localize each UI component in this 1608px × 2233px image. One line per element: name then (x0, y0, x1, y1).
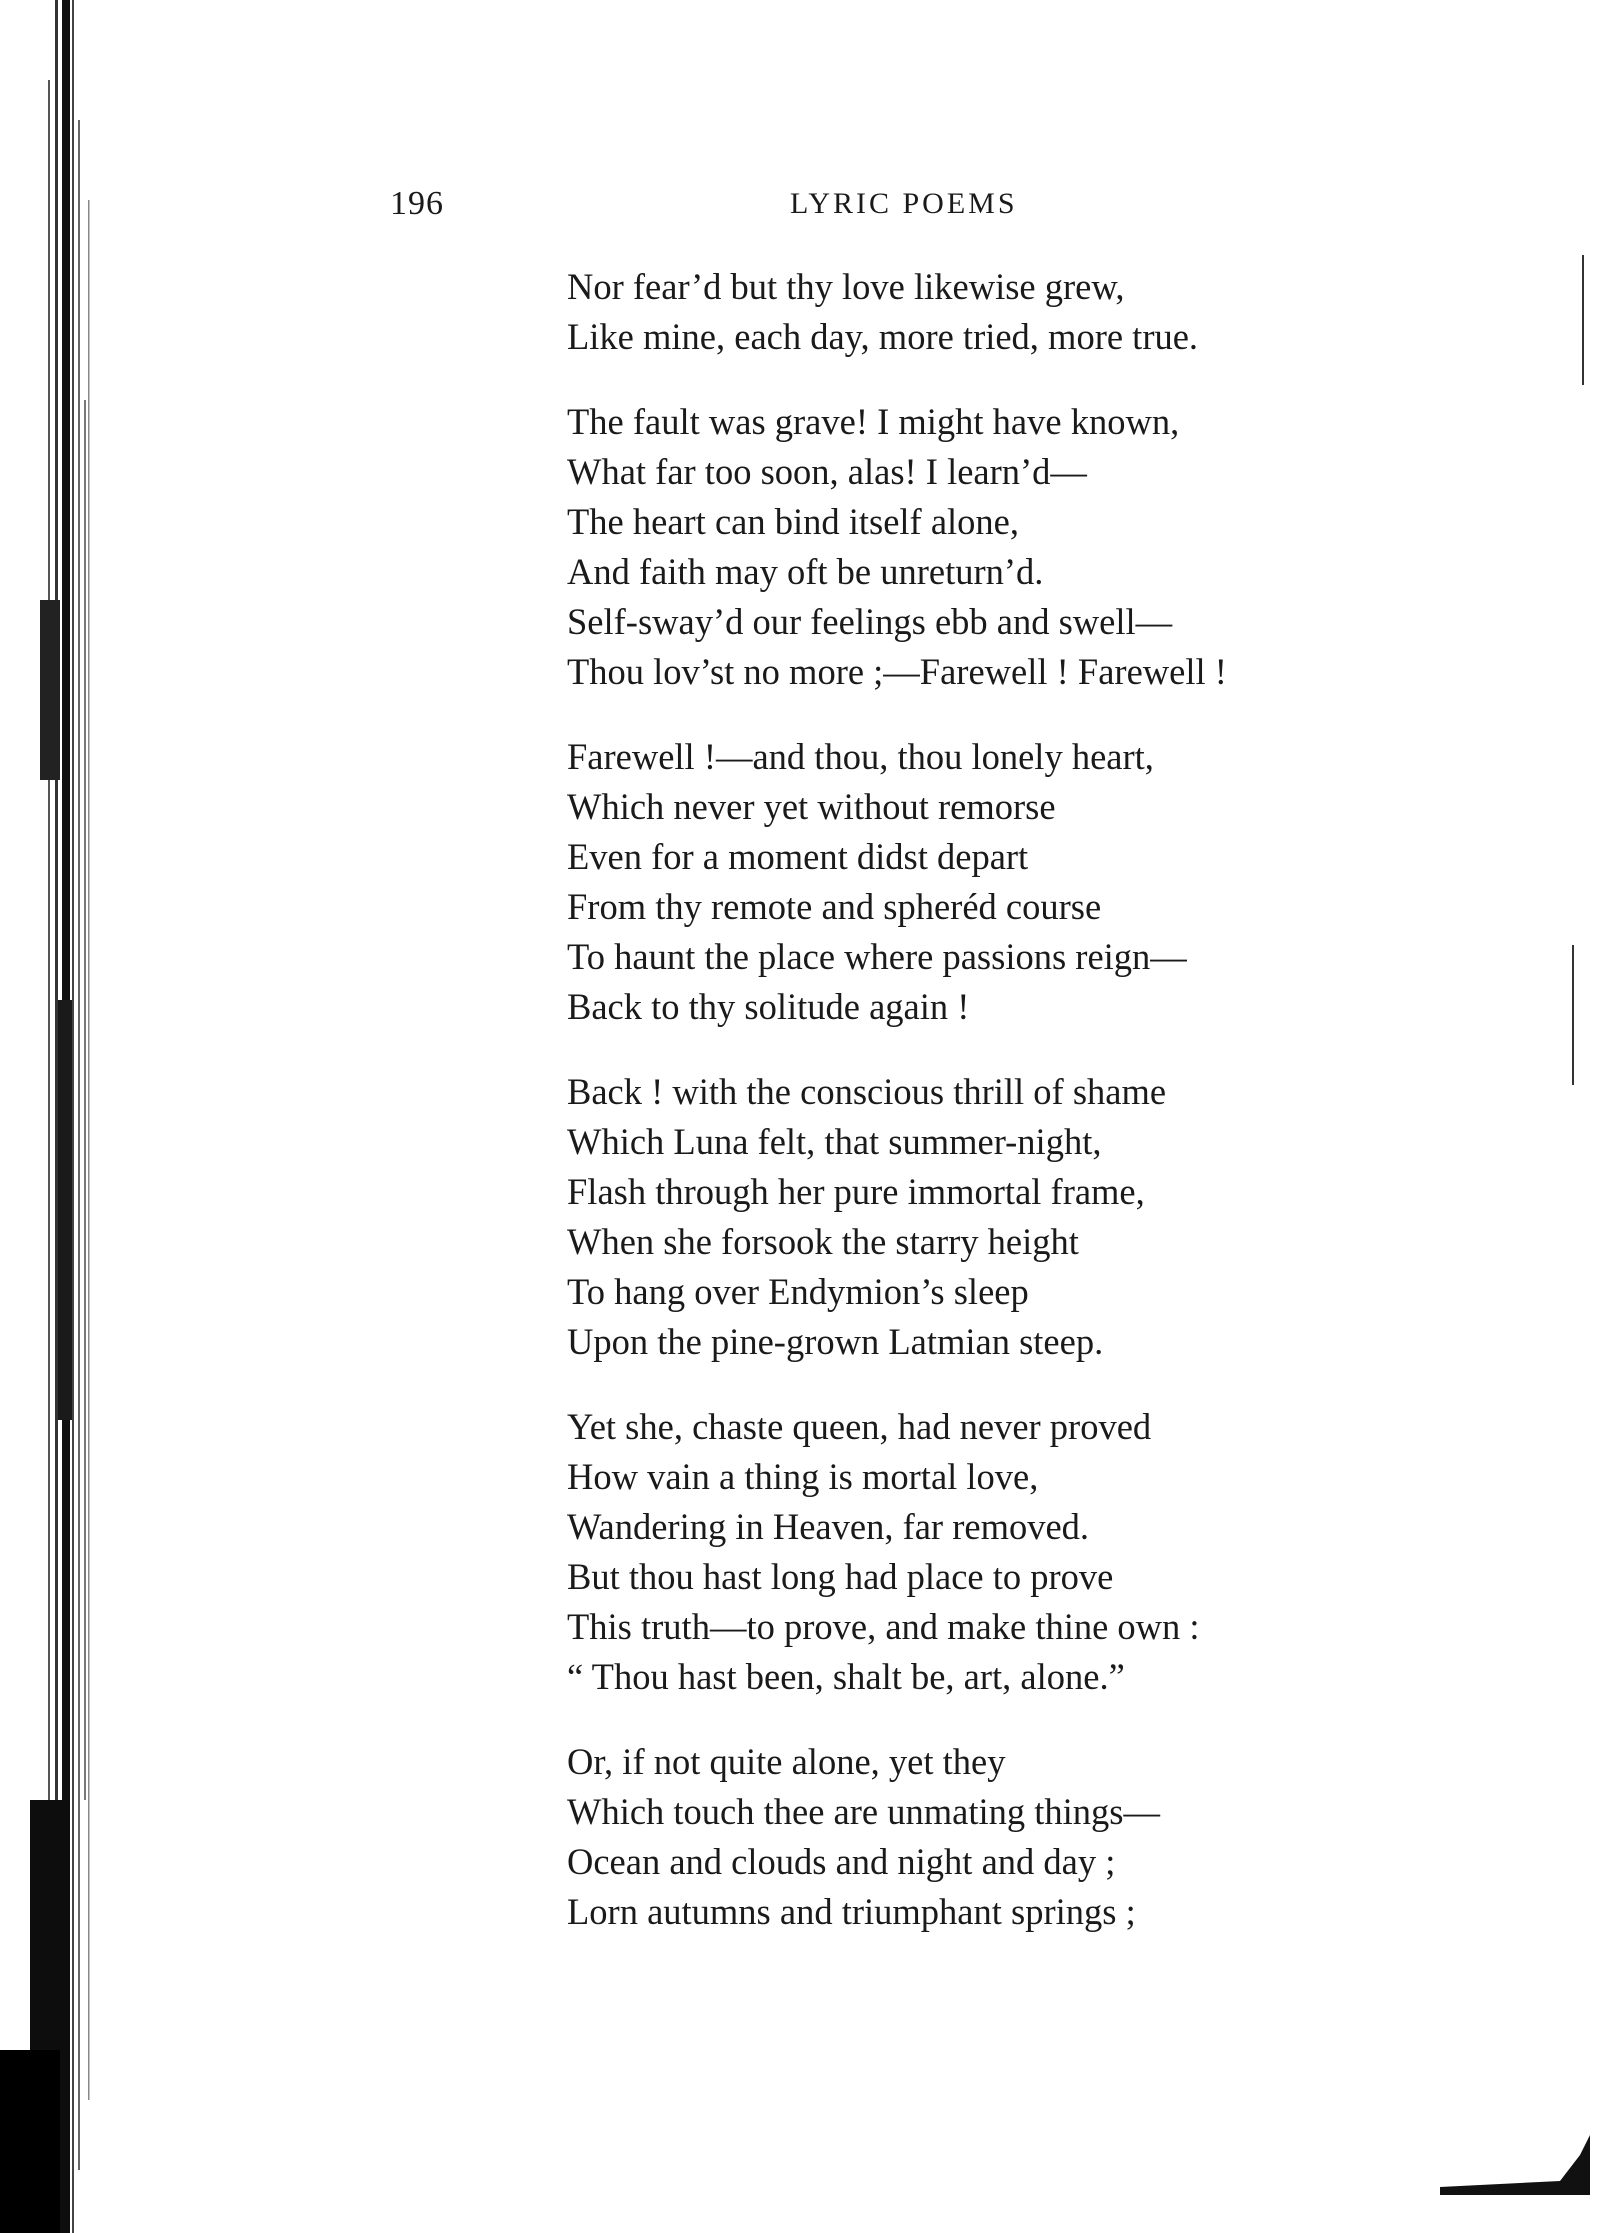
page-binding-shadow (0, 0, 100, 2233)
poem-line: But thou hast long had place to prove (567, 1556, 1114, 1597)
running-title: LYRIC POEMS (790, 187, 1018, 220)
poem-line: Upon the pine-grown Latmian steep. (567, 1321, 1104, 1362)
page-corner-mark (1440, 2135, 1590, 2195)
poem-line: Back ! with the conscious thrill of shame (567, 1071, 1167, 1112)
poem-line: Wandering in Heaven, far removed. (567, 1506, 1090, 1547)
poem-line: Ocean and clouds and night and day ; (567, 1841, 1116, 1882)
poem-line: The fault was grave! I might have known, (567, 401, 1180, 442)
poem-line: Which never yet without remorse (567, 786, 1056, 827)
poem-body (567, 262, 1347, 1972)
poem-line: The heart can bind itself alone, (567, 501, 1020, 542)
stanza (567, 1067, 1347, 1367)
page-number: 196 (390, 185, 444, 222)
poem-line: Farewell !—and thou, thou lonely heart, (567, 736, 1154, 777)
page-header (390, 185, 1050, 235)
poem-line: Yet she, chaste queen, had never proved (567, 1406, 1152, 1447)
poem-line: From thy remote and spheréd course (567, 886, 1102, 927)
poem-line: Which Luna felt, that summer-night, (567, 1121, 1102, 1162)
poem-line: Even for a moment didst depart (567, 836, 1029, 877)
poem-line: And faith may oft be unreturn’d. (567, 551, 1044, 592)
poem-line: Like mine, each day, more tried, more true. (567, 316, 1199, 357)
stanza (567, 1737, 1347, 1937)
margin-mark (1580, 255, 1586, 385)
poem-line: Nor fear’d but thy love likewise grew, (567, 266, 1125, 307)
poem-line: To hang over Endymion’s sleep (567, 1271, 1029, 1312)
poem-line: Flash through her pure immortal frame, (567, 1171, 1145, 1212)
poem-line: To haunt the place where passions reign— (567, 936, 1187, 977)
stanza (567, 397, 1347, 697)
poem-line: Self-sway’d our feelings ebb and swell— (567, 601, 1173, 642)
poem-line: Or, if not quite alone, yet they (567, 1741, 1006, 1782)
poem-line: Lorn autumns and triumphant springs ; (567, 1891, 1136, 1932)
stanza (567, 262, 1347, 362)
margin-mark (1570, 945, 1576, 1085)
poem-line: How vain a thing is mortal love, (567, 1456, 1039, 1497)
stanza (567, 732, 1347, 1032)
stanza (567, 1402, 1347, 1702)
poem-line: Back to thy solitude again ! (567, 986, 970, 1027)
poem-line: What far too soon, alas! I learn’d— (567, 451, 1087, 492)
poem-line: This truth—to prove, and make thine own : (567, 1606, 1200, 1647)
poem-line: Which touch thee are unmating things— (567, 1791, 1160, 1832)
poem-line: “ Thou hast been, shalt be, art, alone.” (567, 1656, 1125, 1697)
poem-line: When she forsook the starry height (567, 1221, 1079, 1262)
poem-line: Thou lov’st no more ;—Farewell ! Farewell ! (567, 651, 1227, 692)
